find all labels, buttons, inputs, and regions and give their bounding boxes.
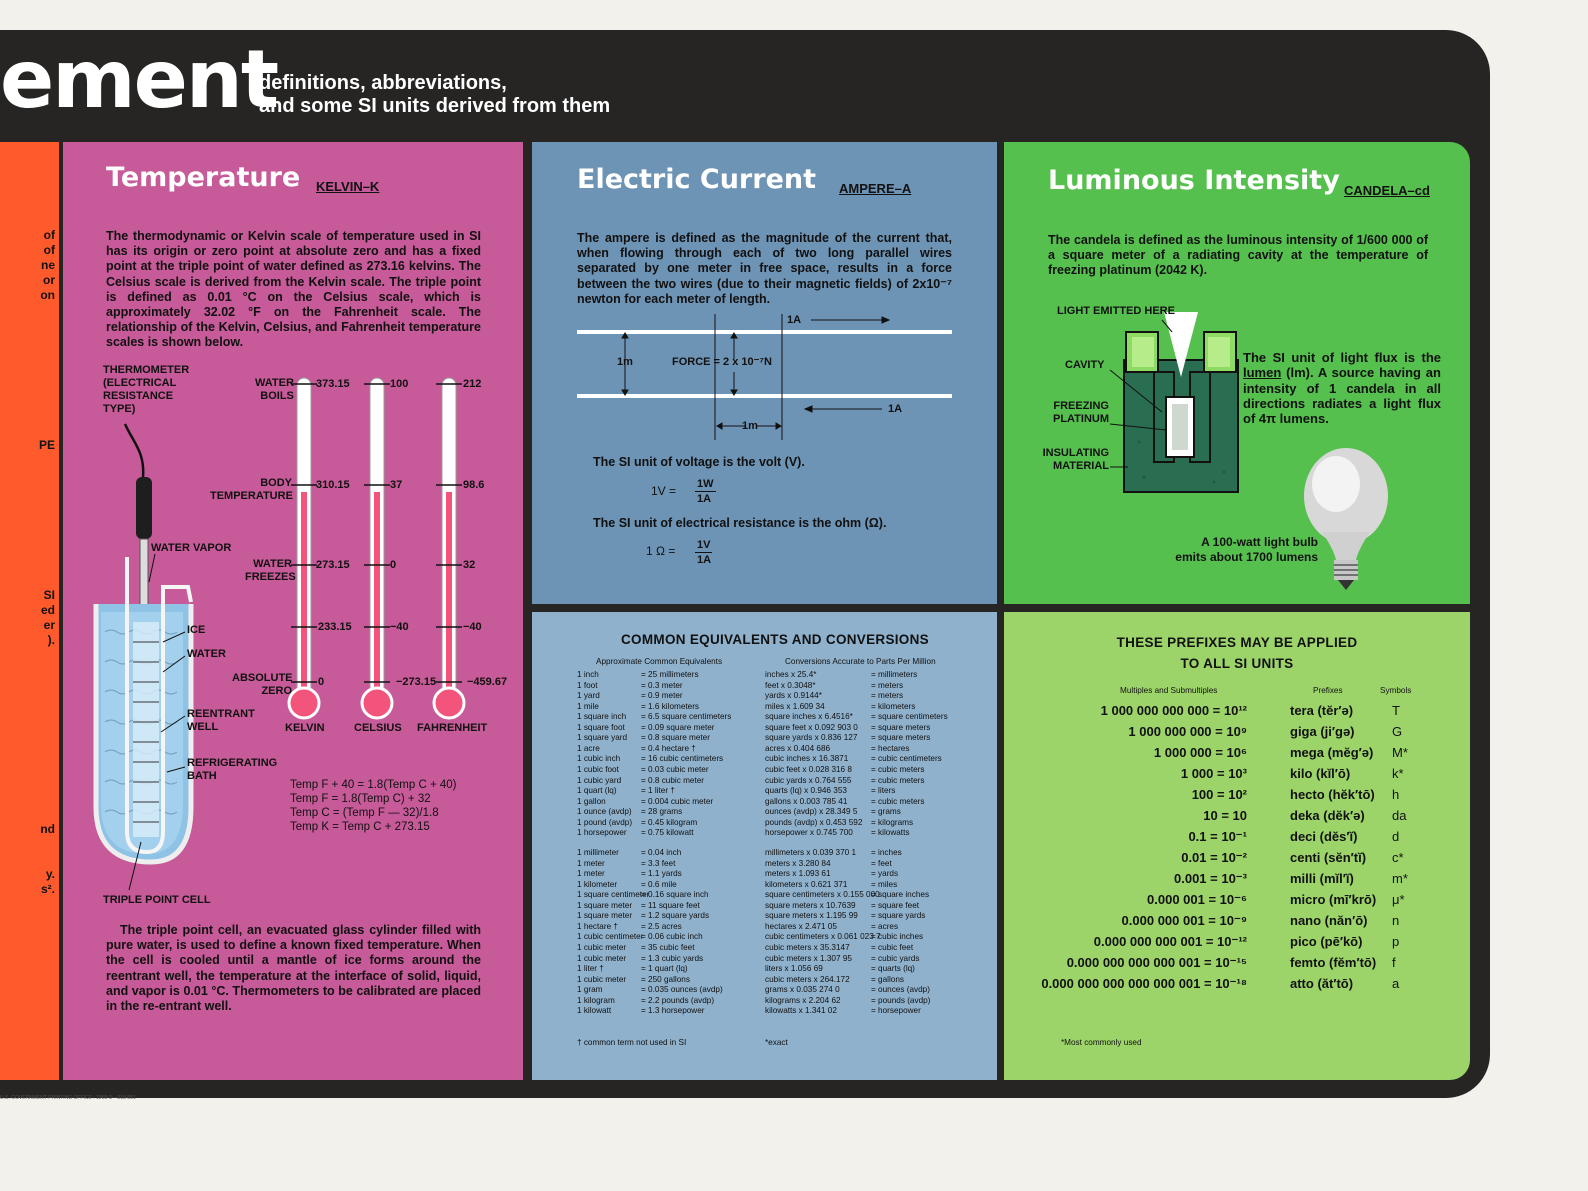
prefix-name: nano (năn′ō) — [1290, 913, 1368, 928]
prefixes-panel — [1004, 612, 1470, 1080]
prefix-symbol: n — [1392, 913, 1400, 928]
prefix-symbol: μ* — [1392, 892, 1405, 907]
caption-line: A 100-watt light bulb — [1201, 535, 1318, 549]
conversion-cell: = 1.3 horsepower — [641, 1006, 705, 1016]
prefix-symbol: f — [1392, 955, 1396, 970]
celsius-thermometer — [362, 378, 392, 718]
conversion-cell: = cubic meters — [871, 775, 925, 785]
formula: Temp C = (Temp F — 32)/1.8 — [290, 807, 439, 819]
conversion-cell: 1 inch — [577, 670, 599, 679]
accurate-header: Conversions Accurate to Parts Per Million — [785, 657, 936, 666]
conversion-cell: 1 cubic foot — [577, 764, 619, 774]
conversion-cell: = 1.1 yards — [641, 869, 682, 879]
conversion-cell: 1 kilogram — [577, 995, 615, 1005]
prefix-name: milli (mĭl′ĭ) — [1290, 871, 1354, 886]
conversion-cell: = 35 cubic feet — [641, 942, 695, 952]
conversions-footnote-right: *exact — [765, 1038, 788, 1047]
conversion-cell: kilowatts x 1.341 02 — [765, 1006, 837, 1016]
conversion-cell: = 0.6 mile — [641, 879, 677, 889]
luminous-description: The candela is defined as the luminous intensity of 1/600 000 of a square meter of a radiating cavity at the temperature of freezing platinum (2042 K). — [1048, 233, 1428, 278]
conversion-cell: kilograms x 2.204 62 — [765, 995, 841, 1005]
triple-point-cell-label: TRIPLE POINT CELL — [103, 894, 211, 906]
conversion-cell: 1 foot — [577, 680, 598, 690]
conversion-cell: = 0.8 cubic meter — [641, 775, 705, 785]
fahrenheit-thermometer — [434, 378, 464, 718]
conversion-cell: = horsepower — [871, 1006, 921, 1016]
conversion-cell: 1 mile — [577, 701, 599, 711]
conversion-cell: 1 hectare † — [577, 921, 618, 931]
conversion-cell: = 16 cubic centimeters — [641, 754, 724, 764]
prefix-name: femto (fĕm′tō) — [1290, 955, 1377, 970]
strip-text: SI — [43, 588, 55, 602]
fahrenheit-value: −40 — [463, 621, 482, 633]
conversion-cell: 1 cubic meter — [577, 974, 627, 984]
conversion-cell: cubic centimeters x 0.061 023 7 — [765, 932, 881, 942]
kelvin-value: 0 — [318, 676, 325, 688]
conversion-cell: 1 gallon — [577, 796, 606, 806]
conversion-cell: = cubic feet — [871, 942, 914, 952]
light-emitted-label: LIGHT EMITTED HERE — [1057, 305, 1175, 317]
strip-text: nd — [40, 822, 55, 836]
conversion-cell: cubic yards x 0.764 555 — [765, 775, 852, 785]
conversion-cell: = cubic meters — [871, 796, 925, 806]
conversion-cell: hectares x 2.471 05 — [765, 921, 837, 931]
conversion-cell: = quarts (lq) — [871, 964, 915, 974]
voltage-text: The SI unit of voltage is the volt (V). — [593, 455, 805, 469]
strip-text: ne — [40, 258, 55, 272]
strip-text: of — [43, 243, 55, 257]
label-line: INSULATING — [1042, 447, 1109, 459]
conversion-cell: = liters — [871, 786, 896, 796]
conversion-cell: = meters — [871, 691, 904, 701]
conversion-cell: = meters — [871, 680, 904, 690]
conversion-cell: = square meters — [871, 733, 931, 743]
conversion-cell: 1 square meter — [577, 900, 633, 910]
conversion-cell: = 1.6 kilometers — [641, 701, 700, 711]
prefix-multiple: 0.001 = 10⁻³ — [1174, 871, 1247, 886]
label-line: (ELECTRICAL — [103, 377, 177, 389]
celsius-scale-label: CELSIUS — [354, 722, 402, 734]
conversion-cell: = 0.04 inch — [641, 848, 682, 857]
conversion-cell: liters x 1.056 69 — [765, 964, 823, 974]
conversion-cell: feet x 0.3048* — [765, 680, 816, 690]
strip-text: y. — [45, 867, 55, 881]
label-line: RESISTANCE — [103, 390, 174, 402]
conversion-cell: = 0.45 kilogram — [641, 817, 698, 827]
lumen-description — [1243, 350, 1441, 426]
conversion-cell: 1 kilowatt — [577, 1006, 612, 1016]
conversion-cell: quarts (lq) x 0.946 353 — [765, 786, 847, 796]
prefixes-footnote: *Most commonly used — [1061, 1038, 1142, 1047]
prefix-symbol: a — [1392, 976, 1400, 991]
prefix-symbol: da — [1392, 808, 1407, 823]
voltage-numerator: 1W — [697, 478, 714, 490]
conversion-cell: acres x 0.404 686 — [765, 743, 831, 753]
prefix-symbol: T — [1392, 703, 1400, 718]
conversion-cell: square feet x 0.092 903 0 — [765, 722, 858, 732]
conversion-cell: 1 square centimeter — [577, 890, 650, 900]
ice-label: ICE — [187, 624, 206, 636]
conversion-cell: meters x 3.280 84 — [765, 858, 831, 868]
electric-description: The ampere is defined as the magnitude of the current that, when flowing through each of two long parallel wires separated by one meter in free space, results in a force between the two wires (due to their magnetic fields) of 2x10⁻⁷ newton for each meter of length. — [577, 231, 952, 306]
conversion-cell: 1 cubic centimeter — [577, 932, 644, 942]
conversions-footnote-left: † common term not used in SI — [577, 1038, 687, 1047]
conversion-cell: 1 meter — [577, 858, 605, 868]
voltage-formula-lhs: 1V = — [651, 484, 677, 498]
kelvin-value: 310.15 — [316, 479, 350, 491]
luminous-unit: CANDELA–cd — [1344, 183, 1430, 198]
temperature-panel — [63, 142, 523, 1080]
strip-text: or — [43, 273, 55, 287]
conversion-cell: = 1.2 square yards — [641, 911, 710, 921]
conversion-cell: meters x 1.093 61 — [765, 869, 831, 879]
conversion-cell: 1 cubic inch — [577, 754, 621, 764]
conversion-cell: yards x 0.9144* — [765, 691, 822, 701]
conversion-cell: = 2.2 pounds (avdp) — [641, 995, 715, 1005]
label-line: TYPE) — [103, 403, 136, 415]
conversion-cell: inches x 25.4* — [765, 670, 817, 679]
conversion-cell: = 3.3 feet — [641, 858, 676, 868]
conversion-cell: 1 square foot — [577, 722, 625, 732]
conversion-cell: = 0.06 cubic inch — [641, 932, 703, 942]
previous-panel-strip — [0, 142, 59, 1080]
prefix-symbol: k* — [1392, 766, 1404, 781]
conversion-cell: 1 meter — [577, 869, 605, 879]
conversion-cell: = grams — [871, 807, 901, 817]
label-line: MATERIAL — [1052, 460, 1109, 472]
label-line: FREEZING — [1053, 400, 1109, 412]
kelvin-thermometer — [289, 378, 319, 718]
conversion-cell: = cubic inches — [871, 932, 924, 942]
label-line: ZERO — [261, 685, 292, 697]
prefix-multiple: 0.1 = 10⁻¹ — [1188, 829, 1247, 844]
label-line: WELL — [187, 721, 219, 733]
prefix-name: giga (ji′gə) — [1290, 724, 1355, 739]
conversion-cell: = gallons — [871, 974, 905, 984]
conversion-cell: 1 square inch — [577, 712, 627, 722]
prefix-name: atto (ăt′tō) — [1290, 976, 1354, 991]
subtitle-line: and some SI units derived from them — [259, 95, 611, 117]
label-line: BOILS — [260, 390, 294, 402]
conversion-cell: 1 gram — [577, 985, 603, 995]
conversion-cell: = 0.4 hectare † — [641, 743, 696, 753]
page-title: ement — [0, 33, 278, 126]
formula: Temp K = Temp C + 273.15 — [290, 821, 430, 833]
conversion-cell: = square centimeters — [871, 712, 948, 722]
temperature-description: The thermodynamic or Kelvin scale of temperature used in SI has its origin or zero point at absolute zero and has a fixed point at the triple point of water defined as 273.16 kelvins. The Celsius scale is derived from the Kelvin scale. The triple point is defined as 0.01 °C on the Celsius scale, which is approximately 32.02 °F on the Fahrenheit scale. The relationship of the Kelvin, Celsius, and Fahrenheit temperature scales is shown below. — [106, 229, 481, 350]
conversion-cell: 1 square meter — [577, 911, 633, 921]
conversion-cell: gallons x 0.003 785 41 — [765, 796, 848, 806]
current-top-label: 1A — [787, 314, 802, 326]
conversion-cell: = millimeters — [871, 670, 918, 679]
conversion-cell: = square inches — [871, 890, 930, 900]
prefix-multiple: 1 000 000 000 = 10⁹ — [1128, 724, 1247, 739]
prefix-name: deci (dĕs′ĭ) — [1290, 829, 1358, 844]
conversion-cell: = miles — [871, 879, 898, 889]
formula: Temp F + 40 = 1.8(Temp C + 40) — [290, 779, 457, 791]
conversion-cell: = 0.09 square meter — [641, 722, 715, 732]
conversion-cell: = pounds (avdp) — [871, 995, 931, 1005]
fahrenheit-value: 98.6 — [463, 479, 485, 491]
conversion-cell: cubic meters x 1.307 95 — [765, 953, 852, 963]
conversion-cell: = 1 liter † — [641, 786, 675, 796]
conversion-cell: 1 liter † — [577, 964, 604, 974]
strip-text: of — [43, 228, 55, 242]
separation-label: 1m — [617, 356, 633, 368]
prefix-multiple: 0.000 000 001 = 10⁻⁹ — [1121, 913, 1247, 928]
conversion-formulas — [290, 778, 457, 834]
printing-office-footer: U.S. GOVERNMENT PRINTING OFFICE : 1968 O—318-551 — [0, 1095, 136, 1101]
bulb-caption — [1144, 535, 1318, 565]
conversion-cell: 1 pound (avdp) — [577, 817, 633, 827]
conversion-cell: = 0.16 square inch — [641, 890, 709, 900]
conversion-cell: = acres — [871, 921, 899, 931]
lumen-text: The SI unit of light flux is the — [1243, 350, 1441, 365]
subtitle-line: definitions, abbreviations, — [259, 72, 507, 94]
label-line: FREEZES — [245, 571, 296, 583]
lumen-text: (lm). A source having an intensity of 1 candela in all directions radiates a light flux of 4π lumens. — [1243, 365, 1441, 427]
conversion-cell: 1 quart (lq) — [577, 786, 617, 796]
absolute-zero-label — [232, 672, 292, 698]
prefix-name: centi (sĕn′tĭ) — [1290, 850, 1367, 865]
fahrenheit-value: −459.67 — [467, 676, 508, 688]
conversion-cell: = 0.8 square meter — [641, 733, 710, 743]
water-vapor-label: WATER VAPOR — [151, 542, 232, 554]
temperature-unit: KELVIN–K — [316, 179, 380, 194]
prefix-symbol: G — [1392, 724, 1403, 739]
strip-text: s². — [40, 882, 55, 896]
formula: Temp F = 1.8(Temp C) + 32 — [290, 793, 431, 805]
cavity-label: CAVITY — [1065, 359, 1105, 371]
conversion-cell: = 250 gallons — [641, 974, 690, 984]
conversions-title: COMMON EQUIVALENTS AND CONVERSIONS — [621, 632, 929, 647]
force-label: FORCE = 2 x 10⁻⁷N — [672, 356, 772, 368]
prefixes-header: Prefixes — [1313, 686, 1343, 695]
conversion-cell: square meters x 1.195 99 — [765, 911, 858, 921]
water-label: WATER — [187, 648, 226, 660]
conversion-cell: = 1 quart (lq) — [641, 964, 688, 974]
conversion-cell: cubic inches x 16.3871 — [765, 754, 849, 764]
label-line: WATER — [255, 377, 294, 389]
page-subtitle — [259, 72, 610, 118]
electric-unit: AMPERE–A — [839, 181, 912, 196]
body-temperature-label — [210, 477, 292, 503]
conversion-cell: = 1.3 cubic yards — [641, 953, 704, 963]
fahrenheit-value: 32 — [463, 559, 476, 571]
conversion-cell: square inches x 6.4516* — [765, 712, 853, 722]
conversion-cell: = 0.9 meter — [641, 691, 683, 701]
triple-point-footnote: The triple point cell, an evacuated glass cylinder filled with pure water, is used to define a known fixed temperature. When the cell is cooled until a mantle of ice forms around the reentrant well, the temperature at the interface of solid, liquid, and vapor is 0.01 °C. Thermometers to be calibrated are placed in the re-entrant well. — [106, 923, 481, 1014]
label-line: THERMOMETER — [103, 364, 190, 376]
conversion-cell: = cubic yards — [871, 953, 920, 963]
multiples-header: Multiples and Submultiples — [1120, 686, 1218, 695]
conversion-cell: = square yards — [871, 911, 926, 921]
platinum-label — [1051, 400, 1109, 426]
insulating-label — [1039, 447, 1109, 473]
prefix-multiple: 10 = 10 — [1203, 808, 1247, 823]
conversion-cell: square meters x 10.7639 — [765, 900, 856, 910]
celsius-value: 37 — [390, 479, 403, 491]
lumen-term: lumen — [1243, 365, 1282, 381]
prefix-name: hecto (hĕk′tō) — [1290, 787, 1375, 802]
prefix-multiple: 1 000 = 10³ — [1180, 766, 1247, 781]
label-line: TEMPERATURE — [210, 490, 293, 502]
celsius-value: −40 — [390, 621, 409, 633]
conversion-cell: miles x 1.609 34 — [765, 701, 825, 711]
strip-text: ed — [40, 603, 55, 617]
conversion-cell: cubic meters x 264.172 — [765, 974, 850, 984]
kelvin-scale-label: KELVIN — [285, 722, 325, 734]
conversion-cell: = hectares — [871, 743, 910, 753]
conversion-cell: = 25 millimeters — [641, 670, 699, 679]
conversion-cell: = square meters — [871, 722, 931, 732]
conversion-cell: 1 cubic meter — [577, 953, 627, 963]
conversion-cell: 1 ounce (avdp) — [577, 807, 632, 817]
conversion-cell: grams x 0.035 274 0 — [765, 985, 840, 995]
water-freezes-label — [245, 558, 296, 584]
conversion-cell: 1 square yard — [577, 733, 628, 743]
luminous-intensity-panel — [1004, 142, 1470, 604]
title-line: THESE PREFIXES MAY BE APPLIED — [1116, 635, 1358, 650]
prefix-multiple: 0.000 000 000 000 000 001 = 10⁻¹⁸ — [1041, 976, 1247, 991]
fahrenheit-value: 212 — [463, 378, 482, 390]
parallel-wires-diagram — [532, 142, 997, 604]
conversion-cell: = 0.3 meter — [641, 680, 683, 690]
conversion-cell: = cubic meters — [871, 764, 925, 774]
conversion-cell: = 2.5 acres — [641, 921, 682, 931]
fahrenheit-scale-label: FAHRENHEIT — [417, 722, 488, 734]
conversion-cell: cubic feet x 0.028 316 8 — [765, 764, 852, 774]
caption-line: emits about 1700 lumens — [1175, 550, 1318, 564]
current-bottom-label: 1A — [888, 403, 903, 415]
label-line: REFRIGERATING — [187, 757, 278, 769]
prefix-multiple: 1 000 000 = 10⁶ — [1153, 745, 1247, 760]
conversion-cell: square centimeters x 0.155 000 — [765, 890, 880, 900]
conversion-cell: = 0.03 cubic meter — [641, 764, 709, 774]
approx-header: Approximate Common Equivalents — [596, 657, 723, 666]
label-line: PLATINUM — [1052, 413, 1109, 425]
prefix-multiple: 0.000 001 = 10⁻⁶ — [1147, 892, 1247, 907]
title-line: TO ALL SI UNITS — [1180, 656, 1294, 671]
conversion-cell: 1 kilometer — [577, 879, 618, 889]
prefix-multiple: 0.01 = 10⁻² — [1181, 850, 1247, 865]
conversion-cell: = square feet — [871, 900, 920, 910]
conversion-cell: = yards — [871, 869, 899, 879]
prefix-name: mega (mĕg′ə) — [1290, 745, 1374, 760]
strip-text: on — [40, 288, 55, 302]
label-line: ABSOLUTE — [232, 672, 293, 684]
conversion-cell: = 0.75 kilowatt — [641, 828, 694, 838]
conversion-cell: 1 cubic meter — [577, 942, 627, 952]
conversion-cell: 1 acre — [577, 743, 600, 753]
conversion-cell: pounds (avdp) x 0.453 592 — [765, 817, 863, 827]
strip-text: ). — [47, 633, 55, 647]
strip-text: er — [43, 618, 55, 632]
resistance-denominator: 1A — [697, 554, 712, 566]
conversion-cell: 1 millimeter — [577, 848, 619, 857]
conversion-cell: 1 horsepower — [577, 828, 627, 838]
water-boils-label — [255, 377, 294, 403]
conversion-cell: = 28 grams — [641, 807, 683, 817]
conversion-cell: = 11 square feet — [641, 900, 700, 910]
conversion-cell: millimeters x 0.039 370 1 — [765, 848, 857, 857]
conversion-cell: = 0.035 ounces (avdp) — [641, 985, 723, 995]
conversion-cell: ounces (avdp) x 28.349 5 — [765, 807, 858, 817]
strip-text: PE — [38, 438, 55, 452]
conversion-cell: = feet — [871, 858, 892, 868]
label-line: REENTRANT — [187, 708, 255, 720]
electric-current-panel — [532, 142, 997, 604]
voltage-denominator: 1A — [697, 493, 712, 505]
conversion-cell: kilometers x 0.621 371 — [765, 879, 848, 889]
prefix-multiple: 100 = 10² — [1191, 787, 1247, 802]
prefix-name: deka (dĕk′ə) — [1290, 808, 1365, 823]
prefix-symbol: c* — [1392, 850, 1404, 865]
prefix-name: pico (pē′kō) — [1290, 934, 1363, 949]
celsius-value: 100 — [390, 378, 409, 390]
label-line: BATH — [187, 770, 217, 782]
conversion-cell: = kilograms — [871, 817, 914, 827]
prefix-symbol: M* — [1392, 745, 1408, 760]
length-label: 1m — [742, 420, 758, 432]
conversion-cell: = inches — [871, 848, 902, 857]
prefix-multiple: 1 000 000 000 000 = 10¹² — [1100, 703, 1247, 718]
kelvin-value: 373.15 — [316, 378, 350, 390]
conversion-cell: 1 cubic yard — [577, 775, 622, 785]
conversion-cell: cubic meters x 35.3147 — [765, 942, 850, 952]
conversion-cell: = 0.004 cubic meter — [641, 796, 714, 806]
kelvin-value: 273.15 — [316, 559, 350, 571]
resistance-text: The SI unit of electrical resistance is the ohm (Ω). — [593, 516, 887, 530]
prefix-symbol: p — [1392, 934, 1400, 949]
conversion-cell: 1 yard — [577, 691, 600, 701]
label-line: BODY — [260, 477, 292, 489]
luminous-title: Luminous Intensity — [1048, 165, 1340, 196]
conversion-cell: = cubic centimeters — [871, 754, 942, 764]
electric-title: Electric Current — [577, 164, 817, 195]
conversion-cell: horsepower x 0.745 700 — [765, 828, 853, 838]
prefix-name: micro (mī′krō) — [1290, 892, 1377, 907]
prefix-symbol: h — [1392, 787, 1400, 802]
prefix-symbol: m* — [1392, 871, 1408, 886]
resistance-numerator: 1V — [697, 539, 711, 551]
conversion-cell: = ounces (avdp) — [871, 985, 930, 995]
celsius-value: −273.15 — [396, 676, 437, 688]
conversion-cell: = 6.5 square centimeters — [641, 712, 732, 722]
prefixes-title — [1004, 632, 1470, 674]
label-line: WATER — [253, 558, 292, 570]
resistance-formula-lhs: 1 Ω = — [646, 544, 676, 558]
prefix-multiple: 0.000 000 000 000 001 = 10⁻¹⁵ — [1066, 955, 1247, 970]
prefix-name: tera (tĕr′ə) — [1290, 703, 1354, 718]
conversion-cell: = kilowatts — [871, 828, 910, 838]
temperature-title: Temperature — [106, 162, 301, 193]
prefix-name: kilo (kĭl′ō) — [1290, 766, 1351, 781]
prefix-symbol: d — [1392, 829, 1400, 844]
kelvin-value: 233.15 — [318, 621, 352, 633]
symbols-header: Symbols — [1380, 686, 1412, 695]
conversion-cell: square yards x 0.836 127 — [765, 733, 858, 743]
conversions-panel — [532, 612, 997, 1080]
conversion-cell: = kilometers — [871, 701, 916, 711]
prefix-multiple: 0.000 000 000 001 = 10⁻¹² — [1093, 934, 1247, 949]
celsius-value: 0 — [390, 559, 397, 571]
